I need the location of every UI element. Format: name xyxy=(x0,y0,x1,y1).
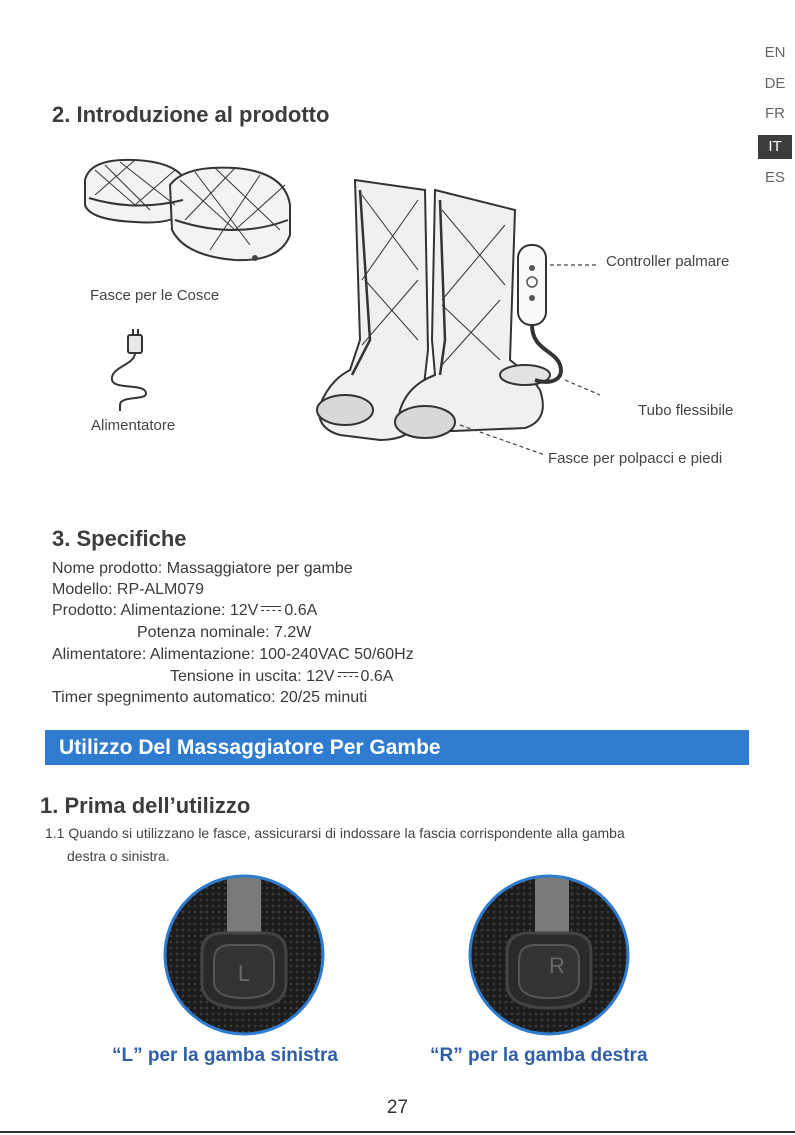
hose-label: Tubo flessibile xyxy=(638,402,734,419)
spec-output xyxy=(170,668,393,686)
spec-output-prefix: Tensione in uscita: 12V xyxy=(170,668,335,685)
calf-foot-wraps-label: Fasce per polpacci e piedi xyxy=(548,450,723,467)
dc-symbol-icon xyxy=(338,672,358,680)
spec-rated-power: Potenza nominale: 7.2W xyxy=(137,624,312,641)
usage-step-line1: 1.1 Quando si utilizzano le fasce, assicurarsi di indossare la fascia corrispondente alla gamba xyxy=(45,825,625,841)
lang-tab-es[interactable]: ES xyxy=(764,169,785,186)
spec-product-power-suffix: 0.6A xyxy=(284,602,318,619)
spec-product-power-prefix: Prodotto: Alimentazione: 12V xyxy=(52,602,259,619)
controller-label: Controller palmare xyxy=(606,253,730,270)
spec-output-suffix: 0.6A xyxy=(360,668,394,685)
right-connector-photo xyxy=(467,873,631,1037)
thigh-wraps-illustration xyxy=(75,150,305,275)
left-connector-photo xyxy=(162,873,326,1037)
lang-tab-en[interactable]: EN xyxy=(764,44,786,61)
page-number: 27 xyxy=(386,1097,409,1118)
usage-section-title: 1. Prima dell’utilizzo xyxy=(40,793,251,818)
power-adapter-illustration xyxy=(100,325,160,415)
spec-model: Modello: RP-ALM079 xyxy=(52,581,205,598)
lang-tab-fr[interactable]: FR xyxy=(765,105,785,122)
callout-lines xyxy=(450,255,600,475)
lang-tab-de[interactable]: DE xyxy=(764,75,786,92)
dc-symbol-icon xyxy=(261,606,281,614)
power-adapter-label: Alimentatore xyxy=(91,417,176,434)
spec-product-name: Nome prodotto: Massaggiatore per gambe xyxy=(52,560,353,577)
spec-product-power xyxy=(52,602,317,620)
lang-tab-it[interactable]: IT xyxy=(758,135,792,159)
spec-timer: Timer spegnimento automatico: 20/25 minuti xyxy=(52,689,368,706)
bottom-rule xyxy=(0,1131,795,1133)
thigh-wraps-label: Fasce per le Cosce xyxy=(90,287,220,304)
usage-banner: Utilizzo Del Massaggiatore Per Gambe xyxy=(45,730,749,765)
intro-title: 2. Introduzione al prodotto xyxy=(52,102,330,127)
usage-step-line2: destra o sinistra. xyxy=(67,848,170,864)
right-letter: R xyxy=(549,953,565,978)
left-caption: “L” per la gamba sinistra xyxy=(112,1045,338,1066)
right-caption: “R” per la gamba destra xyxy=(430,1045,648,1066)
spec-adapter-input: Alimentatore: Alimentazione: 100-240VAC 50/60Hz xyxy=(52,646,414,663)
left-letter: L xyxy=(237,961,251,986)
specs-title: 3. Specifiche xyxy=(52,526,187,551)
